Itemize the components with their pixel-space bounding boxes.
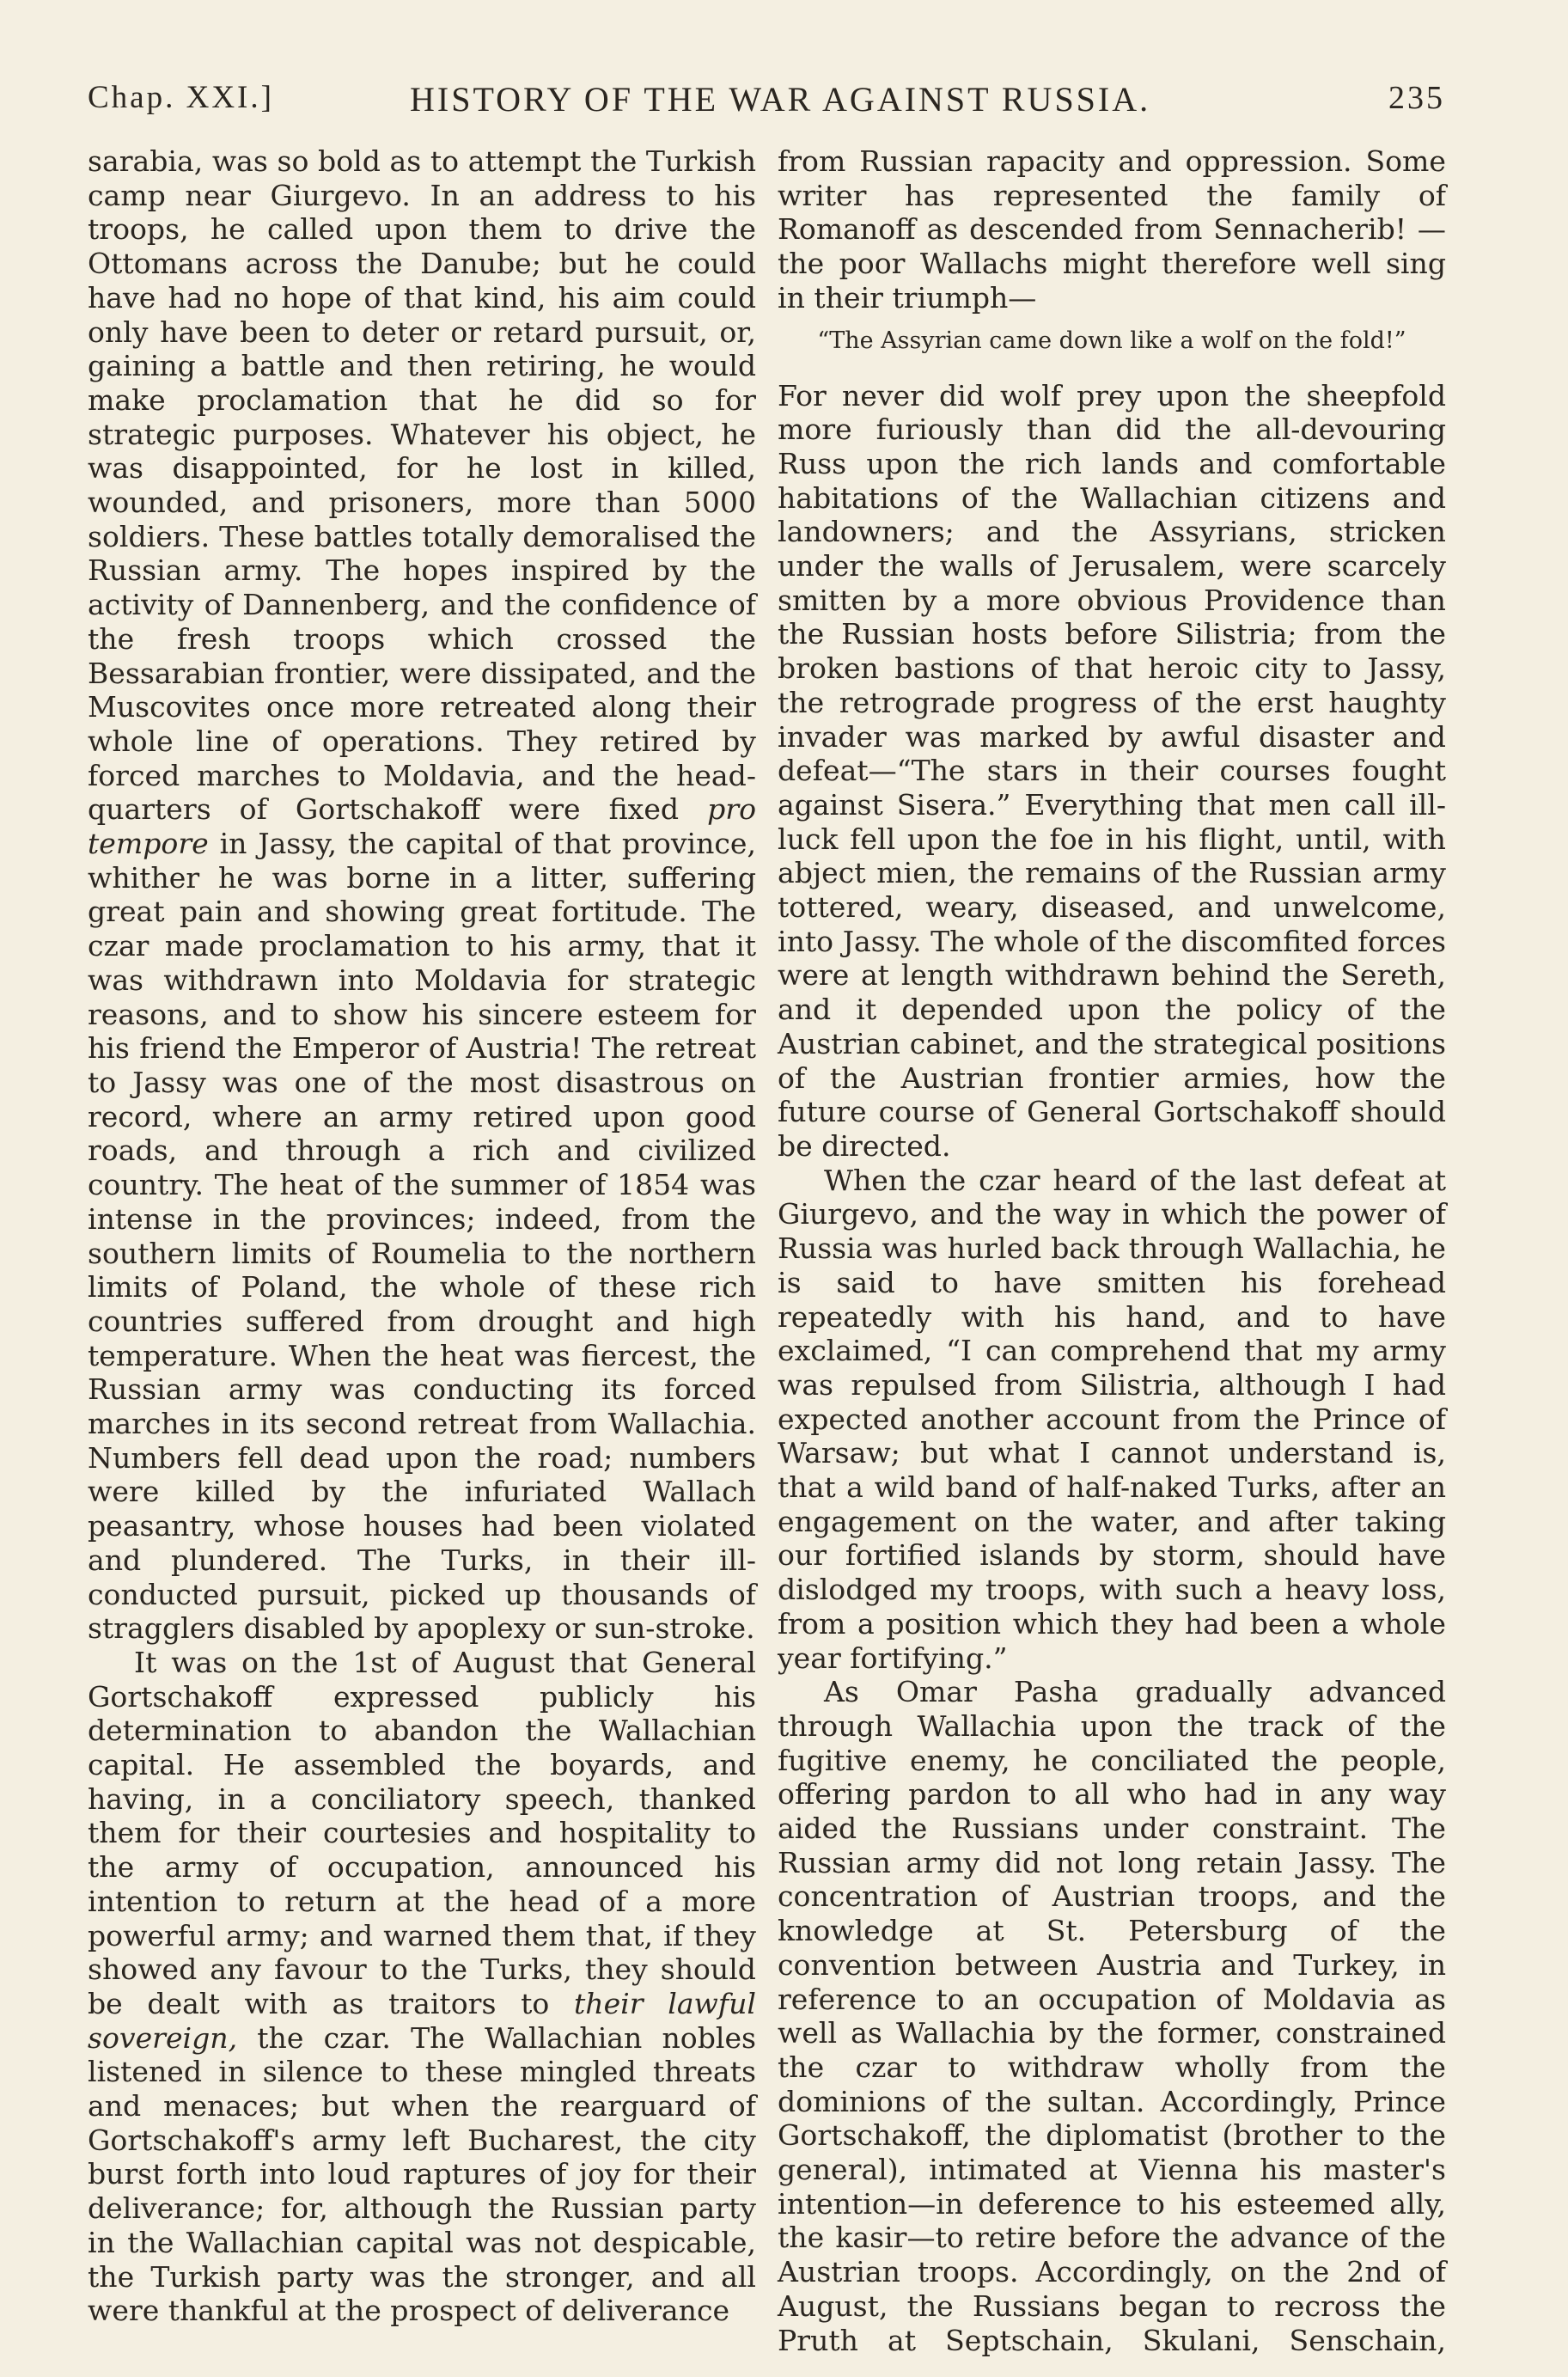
- text-run: It was on the 1st of August that General Gortschakoff expressed publicly his determination to abandon the Wallachian capital. He assembled the boyards, and having, in a conciliatory speech, thanked them for their courtesies and hospitality to the army of occupation, announced his intention to return at the head of a more powerful army; and warned them that, if they showed any favour to the Turks, they should be dealt with as traitors to: [88, 1645, 756, 2020]
- paragraph: As Omar Pasha gradually advanced through Wallachia upon the track of the fugitive enemy, he conciliated the people, offering pardon to all who had in any way aided the Russians under constraint. The Russian army did not long retain Jassy. The concentration of Austrian troops, and the knowledge at St. Petersburg of the convention between Austria and Turkey, in reference to an occupation of Moldavia as well as Wallachia by the former, constrained the czar to withdraw wholly from the dominions of the sultan. Accordingly, Prince Gortschakoff, the diplomatist (brother to the general), intimated at Vienna his master's intention—in deference to his esteemed ally, the kasir—to retire before the advance of the Austrian troops. Accordingly, on the 2nd of August, the Russians began to recross the Pruth at Septschain, Skulani, Senschain,: [778, 1675, 1446, 2357]
- block-quote: “The Assyrian came down like a wolf on the fold!”: [817, 327, 1406, 354]
- paragraph: [88, 1646, 756, 2328]
- paragraph: from Russian rapacity and oppression. Some writer has represented the family of Romanoff as descended from Sennacherib! — the poor Wallachs might therefore well sing in their triumph—: [778, 144, 1446, 315]
- italic-text: their lawful sovereign,: [88, 1986, 756, 2055]
- text-run: sarabia, was so bold as to attempt the Turkish camp near Giurgevo. In an address to his troops, he called upon them to drive the Ottomans across the Danube; but he could have had no hope of that kind, his aim could only have been to deter or retard pursuit, or, gaining a battle and then retiring, he would make proclamation that he did so for strategic purposes. Whatever his object, he was disappointed, for he lost in killed, wounded, and prisoners, more than 5000 soldiers. These battles totally demoralised the Russian army. The hopes inspired by the activity of Dannenberg, and the confidence of the fresh troops which crossed the Bessarabian frontier, were dissipated, and the Muscovites once more retreated along their whole line of operations. They retired by forced marches to Moldavia, and the head-quarters of Gortschakoff were fixed: [88, 144, 756, 827]
- chapter-label: Chap. XXI.]: [88, 80, 274, 115]
- text-run: the czar. The Wallachian nobles listened in silence to these mingled threats and menaces; but when the rearguard of Gortschakoff's army left Bucharest, the city burst forth into loud raptures of joy for their deliverance; for, although the Russian party in the Wallachian capital was not despicable, the Turkish party was the stronger, and all were thankful at the prospect of deliverance: [88, 2020, 756, 2328]
- right-column: [778, 144, 1446, 2357]
- italic-text: pro tempore: [88, 792, 756, 861]
- paragraph: [88, 144, 756, 1646]
- paragraph: When the czar heard of the last defeat at Giurgevo, and the way in which the power of Russia was hurled back through Wallachia, he is said to have smitten his forehead repeatedly with his hand, and to have exclaimed, “I can comprehend that my army was repulsed from Silistria, although I had expected another account from the Prince of Warsaw; but what I cannot understand is, that a wild band of half-naked Turks, after an engagement on the water, and after taking our fortified islands by storm, should have dislodged my troops, with such a heavy loss, from a position which they had been a whole year fortifying.”: [778, 1163, 1446, 1675]
- paragraph: For never did wolf prey upon the sheepfold more furiously than did the all-devouring Russ upon the rich lands and comfortable habitations of the Wallachian citizens and landowners; and the Assyrians, stricken under the walls of Jerusalem, were scarcely smitten by a more obvious Providence than the Russian hosts before Silistria; from the broken bastions of that heroic city to Jassy, the retrograde progress of the erst haughty invader was marked by awful disaster and defeat—“The stars in their courses fought against Sisera.” Everything that men call ill-luck fell upon the foe in his flight, until, with abject mien, the remains of the Russian army tottered, weary, diseased, and unwelcome, into Jassy. The whole of the discomfited forces were at length withdrawn behind the Sereth, and it depended upon the policy of the Austrian cabinet, and the strategical positions of the Austrian frontier armies, how the future course of General Gortschakoff should be directed.: [778, 378, 1446, 1163]
- running-header: [88, 79, 1445, 131]
- running-title: HISTORY OF THE WAR AGAINST RUSSIA.: [410, 80, 1151, 119]
- text-run: in Jassy, the capital of that province, whither he was borne in a litter, suffering great pain and showing great fortitude. The czar made proclamation to his army, that it was withdrawn into Moldavia for strategic reasons, and to show his sincere esteem for his friend the Emperor of Austria! The retreat to Jassy was one of the most disastrous on record, where an army retired upon good roads, and through a rich and civilized country. The heat of the summer of 1854 was intense in the provinces; indeed, from the southern limits of Roumelia to the northern limits of Poland, the whole of these rich countries suffered from drought and high temperature. When the heat was fiercest, the Russian army was conducting its forced marches in its second retreat from Wallachia. Numbers fell dead upon the road; numbers were killed by the infuriated Wallach peasantry, whose houses had been violated and plundered. The Turks, in their ill-conducted pursuit, picked up thousands of stragglers disabled by apoplexy or sun-stroke.: [88, 827, 756, 1646]
- left-column: [88, 144, 756, 2328]
- page-number: 235: [1388, 80, 1445, 116]
